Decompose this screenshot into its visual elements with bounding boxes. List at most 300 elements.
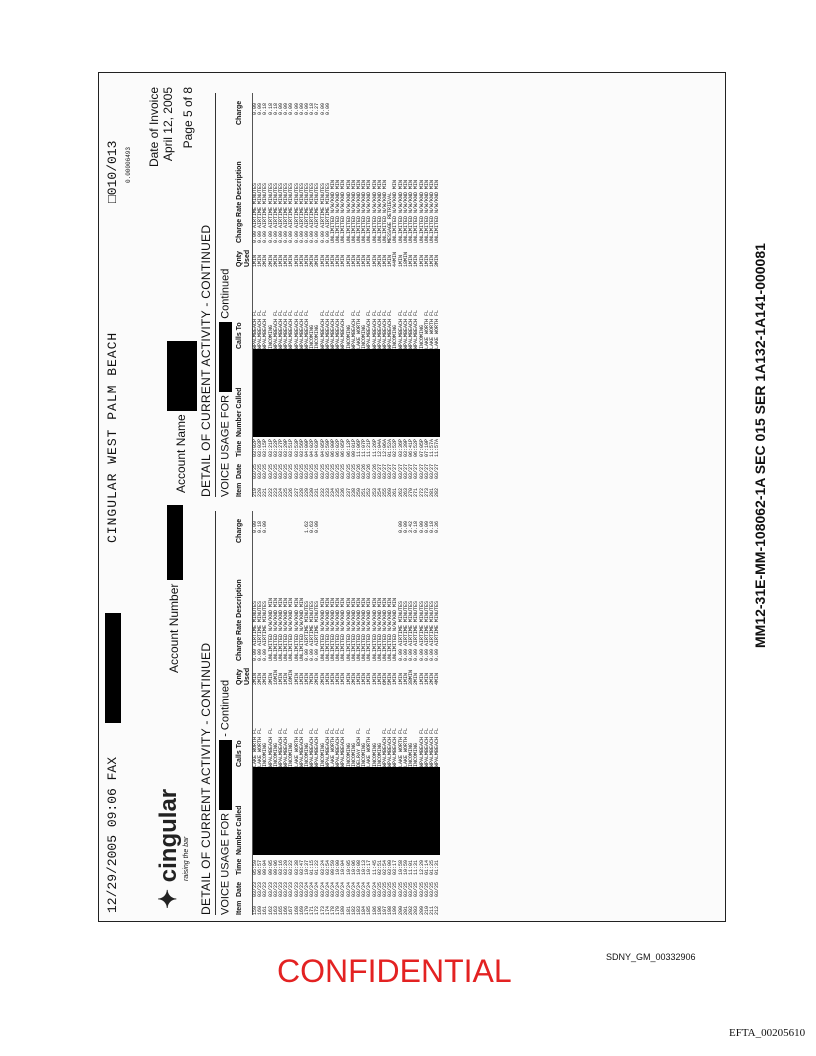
cell-item: 253 [371, 487, 378, 497]
cell-time: 03:02P [252, 438, 258, 457]
cell-item: 209 [418, 905, 425, 915]
cell-date: 03/25 [293, 463, 300, 479]
cell-item: 167 [288, 905, 295, 915]
cell-description: 0.09 AIRTIME MINUTES [304, 600, 311, 661]
cell-charge: 1.62 [304, 521, 311, 534]
cell-date: 03/24 [345, 881, 352, 897]
cell-description: UNLIMITED N/W/KND MIN [345, 597, 352, 661]
cell-item: 199 [392, 905, 399, 915]
column-header-calls-to: Calls To [236, 740, 243, 767]
cell-quantity: 1MIN [423, 254, 430, 267]
cell-quantity: 1MIN [366, 254, 373, 267]
cell-quantity: 1MIN [278, 254, 285, 267]
cell-description: 0.09 AIRTIME MINUTES [272, 182, 279, 243]
cell-description: 0.09 AIRTIME MINUTES [298, 182, 305, 243]
cell-date: 03/25 [397, 881, 404, 897]
cell-description: 0.09 AIRTIME MINUTES [262, 182, 269, 243]
cell-quantity: 1MIN [330, 254, 337, 267]
cell-quantity: 38MIN [408, 669, 415, 685]
cell-description: UNLIMITED N/W/KND MIN [376, 597, 383, 661]
cell-calls-to: INCOMING [272, 742, 279, 767]
cell-item: 197 [382, 905, 389, 915]
cell-charge: 0.18 [262, 103, 269, 116]
cell-time: 05:59P [324, 438, 331, 457]
cell-charge: 0.09 [314, 521, 321, 534]
cell-description: 0.09 AIRTIME MINUTES [413, 600, 420, 661]
cell-date: 03/24 [314, 881, 321, 897]
cell-calls-to: WPALMBEACH FL [340, 727, 347, 767]
cell-description: UNLIMITED N/W/KND MIN [434, 179, 441, 243]
cell-item: 261 [392, 487, 399, 497]
page-number: Page 5 of 8 [181, 87, 195, 149]
column-header-date: Date [236, 463, 243, 479]
cell-date: 03/25 [423, 881, 430, 897]
cell-charge: 0.09 [402, 521, 409, 534]
cell-quantity: 1MIN [366, 672, 373, 685]
cell-charge: 0.09 [283, 103, 290, 116]
cell-charge: 0.18 [428, 521, 435, 534]
cell-time: 04:02P [309, 438, 316, 457]
cell-time: 09:01P [350, 438, 357, 457]
cell-item: 231 [314, 487, 321, 497]
cell-item: 282 [434, 487, 441, 497]
cell-calls-to: WPALMBEACH FL [371, 309, 378, 349]
cell-time: 01:52A [387, 438, 394, 457]
cell-date: 03/25 [324, 463, 331, 479]
cell-date: 03/25 [382, 881, 389, 897]
cell-charge: 0.09 [319, 103, 326, 116]
cell-calls-to: WPALMBEACH FL [252, 309, 258, 349]
fax-stamp: 12/29/2005 09:06 FAX [105, 756, 120, 913]
cell-charge: 0.63 [309, 521, 316, 534]
cell-time: 01:14 [423, 859, 430, 875]
cell-calls-to: INCOMING [304, 742, 311, 767]
cell-time: 06:02P [335, 438, 342, 457]
cingular-logo: ✦ cingular raising the bar [155, 788, 190, 909]
cell-calls-to: WPALMBEACH FL [335, 309, 342, 349]
cell-quantity: 1MIN [298, 254, 305, 267]
cell-item: 235 [335, 487, 342, 497]
cell-date: 03/23 [288, 881, 295, 897]
cell-item: 238 [350, 487, 357, 497]
cell-time: 10:37 [304, 859, 311, 875]
cell-time: 01:15 [309, 859, 316, 875]
cell-item: 232 [319, 487, 326, 497]
cell-calls-to: WPALMBEACH FL [382, 727, 389, 767]
cell-date: 03/25 [335, 463, 342, 479]
column-header-charge: Charge [236, 518, 243, 543]
cell-time: 11:57A [434, 438, 441, 457]
cell-description: UNLIMITED N/W/KND MIN [324, 597, 331, 661]
cell-quantity: 2MIN [376, 254, 383, 267]
cell-quantity: 7MIN [309, 672, 316, 685]
cell-charge: 0.18 [257, 521, 264, 534]
cell-date: 03/25 [309, 463, 316, 479]
cell-time: 03:22P [272, 438, 279, 457]
cell-quantity: 2MIN [314, 672, 321, 685]
cell-description: UNLIMITED N/W/KND MIN [366, 597, 373, 661]
cell-quantity: 1MIN [257, 254, 264, 267]
cell-item: 169 [298, 905, 305, 915]
cell-item: 234 [330, 487, 337, 497]
cell-description: 0.09 AIRTIME MINUTES [309, 600, 316, 661]
cell-time: 05:59 [252, 859, 258, 875]
cell-time: 06:05P [340, 438, 347, 457]
cell-calls-to: WPALMBEACH FL [293, 309, 300, 349]
cell-calls-to: WPALMBEACH FL [262, 309, 269, 349]
redaction-bar [219, 322, 232, 392]
cell-item: 180 [340, 905, 347, 915]
cell-date: 03/25 [252, 463, 258, 479]
cell-date: 03/24 [356, 881, 363, 897]
cell-calls-to: LAKE WORTH FL [293, 727, 300, 767]
cell-calls-to: INCOMING [262, 742, 269, 767]
cell-time: 06:12P [345, 438, 352, 457]
cell-charge: 0.09 [252, 103, 258, 116]
redaction-bar [167, 341, 197, 411]
cell-description: 0.09 AIRTIME MINUTES [408, 600, 415, 661]
cell-description: 0.09 AIRTIME MINUTES [314, 182, 321, 243]
right-detail-panel [199, 93, 719, 497]
cell-date: 03/27 [376, 463, 383, 479]
cell-time: 03:29P [283, 438, 290, 457]
cell-time: 03:27P [278, 438, 285, 457]
cell-description: 0.09 AIRTIME MINUTES [252, 600, 258, 661]
cell-time: 03:00 [387, 859, 394, 875]
cell-date: 03/27 [418, 463, 425, 479]
cell-date: 03/25 [257, 463, 264, 479]
cell-date: 03/24 [330, 881, 337, 897]
cell-description: UNLIMITED N/W/KND MIN [408, 179, 415, 243]
cell-calls-to: WPALMBEACH FL [309, 727, 316, 767]
cell-time: 10:17 [366, 859, 373, 875]
cell-quantity: 2MIN [319, 672, 326, 685]
column-header-description: Charge Rate Description [236, 161, 243, 243]
cell-quantity: 1MIN [340, 254, 347, 267]
cell-time: 03:53P [293, 438, 300, 457]
cell-calls-to: WPALMBEACH FL [257, 309, 264, 349]
cell-quantity: 2MIN [413, 672, 420, 685]
cell-charge: 0.09 [288, 103, 295, 116]
cell-description: 0.09 AIRTIME MINUTES [402, 600, 409, 661]
cell-item: 260 [387, 487, 394, 497]
cell-date: 03/24 [366, 881, 373, 897]
cell-time: 09:06 [272, 859, 279, 875]
cell-calls-to: INCOMING [361, 742, 368, 767]
cell-calls-to: WPALMBEACH FL [304, 309, 311, 349]
cell-time: 04:03P [314, 438, 321, 457]
cell-calls-to: WPALMBEACH FL [335, 727, 342, 767]
cell-time: 03:38 [293, 859, 300, 875]
cell-date: 03/23 [272, 881, 279, 897]
cell-time: 03:16 [278, 859, 285, 875]
cell-description: UNLIMITED N/W/KND MIN [356, 179, 363, 243]
cell-quantity: 1MIN [298, 672, 305, 685]
cell-date: 03/25 [262, 463, 269, 479]
cell-description: UNLIMITED N/W/KND MIN [356, 597, 363, 661]
cell-description: UNLIMITED N/W/KND MIN [340, 179, 347, 243]
cell-charge: 0.36 [434, 521, 441, 534]
cell-quantity: 1MIN [283, 254, 290, 267]
cell-time: 03:03P [257, 438, 264, 457]
cell-date: 03/25 [319, 463, 326, 479]
scanned-invoice [98, 72, 726, 922]
cell-description: 0.09 AIRTIME MINUTES [257, 600, 264, 661]
cell-calls-to: WPALMBEACH FL [340, 309, 347, 349]
account-name: Account Name [167, 341, 197, 493]
cell-calls-to: WPALMBEACH FL [413, 309, 420, 349]
cell-calls-to: INCOMING [392, 324, 399, 349]
redacted-number [435, 349, 440, 437]
cell-date: 03/24 [371, 881, 378, 897]
cell-description: 0.09 AIRTIME MINUTES [304, 182, 311, 243]
cell-quantity: 1MIN [324, 254, 331, 267]
cell-time: 03:15P [262, 438, 269, 457]
cell-date: 03/27 [423, 463, 430, 479]
column-header-quantity: Qnty Used [236, 249, 251, 267]
cell-quantity: 1MIN [371, 672, 378, 685]
fax-company: CINGULAR WEST PALM BEACH [105, 331, 120, 543]
cell-calls-to: WPALMBEACH FL [278, 727, 285, 767]
cell-calls-to: LAKE WORTH FL [257, 727, 264, 767]
cell-quantity: 1MIN [397, 672, 404, 685]
cell-calls-to: WPALMBEACH FL [324, 727, 331, 767]
cell-description: 0.09 AIRTIME MINUTES [397, 600, 404, 661]
cell-description: UNLIMITED N/W/KND MIN [330, 597, 337, 661]
cell-item: 182 [350, 905, 357, 915]
cell-time: 03:54 [324, 859, 331, 875]
cell-time: 01:31 [434, 859, 441, 875]
cell-quantity: 2MIN [262, 254, 269, 267]
cell-item: 173 [319, 905, 326, 915]
cell-calls-to: LAKE WORTH FL [356, 309, 363, 349]
cell-item: 221 [262, 487, 269, 497]
cell-description: 0.09 AIRTIME MINUTES [288, 182, 295, 243]
cell-item: 174 [324, 905, 331, 915]
cell-calls-to: INCOMING [345, 742, 352, 767]
cell-description: UNLIMITED N/W/KND MIN [387, 597, 394, 661]
cell-quantity: 16MIN [288, 669, 295, 685]
left-detail-panel [199, 511, 719, 915]
cell-description: UNLIMITED N/W/KND MIN [340, 597, 347, 661]
cell-time: 12:29 [418, 859, 425, 875]
cell-calls-to: INCOMING [309, 324, 316, 349]
cell-quantity: 1MIN [361, 254, 368, 267]
cell-item: 223 [272, 487, 279, 497]
cell-description: 0.09 AIRTIME MINUTES [428, 600, 435, 661]
cell-quantity: 2MIN [428, 672, 435, 685]
cell-charge: 0.09 [397, 521, 404, 534]
cell-item: 168 [293, 905, 300, 915]
cell-time: 03:21P [267, 438, 274, 457]
cell-item: 220 [257, 487, 264, 497]
cell-item: 270 [408, 487, 415, 497]
cell-item: 251 [361, 487, 368, 497]
cell-description: UNLIMITED N/W/KND MIN [392, 597, 399, 661]
cell-calls-to: WPALMBEACH FL [402, 309, 409, 349]
cell-quantity: 1MIN [376, 672, 383, 685]
cell-calls-to: WPALMBEACH FL [397, 309, 404, 349]
cell-description: UNLIMITED N/W/KND MIN [423, 179, 430, 243]
cell-charge: 0.09 [278, 103, 285, 116]
cell-charge: 3.42 [408, 521, 415, 534]
cell-quantity: 16MIN [272, 669, 279, 685]
cell-quantity: 2MIN [257, 672, 264, 685]
cell-item: 229 [304, 487, 311, 497]
cell-quantity: 1MIN [304, 254, 311, 267]
cell-quantity: 2MIN [350, 672, 357, 685]
cell-charge: 0.09 [418, 521, 425, 534]
cell-quantity: 1MIN [288, 254, 295, 267]
cell-time: 06:00P [330, 438, 337, 457]
cell-quantity: 1MIN [356, 672, 363, 685]
cell-quantity: 1MIN [330, 672, 337, 685]
cell-item: 224 [278, 487, 285, 497]
cell-calls-to: WPALMBEACH FL [428, 727, 435, 767]
cell-quantity: 2MIN [252, 672, 258, 685]
cell-calls-to: LAKE WORTH FL [428, 309, 435, 349]
cell-description: UNLIMITED N/W/KND MIN [371, 597, 378, 661]
cell-time: 03:39P [402, 438, 409, 457]
cell-time: 10:58 [397, 859, 404, 875]
cell-charge: 0.18 [272, 103, 279, 116]
fax-header [99, 73, 139, 923]
cell-quantity: 1MIN [387, 254, 394, 267]
cell-item: 181 [345, 905, 352, 915]
cell-item: 203 [413, 905, 420, 915]
cell-description: UNLIMITED N/W/KND MIN [428, 179, 435, 243]
cell-charge: 0.18 [267, 103, 274, 116]
cell-date: 03/25 [314, 463, 321, 479]
cell-time: 07:10P [423, 438, 430, 457]
cell-time: 10:04 [340, 859, 347, 875]
cell-quantity: 2MIN [262, 672, 269, 685]
cell-quantity: 1MIN [324, 672, 331, 685]
cell-description: 0.09 AIRTIME MINUTES [257, 182, 264, 243]
cell-item: 171 [309, 905, 316, 915]
cell-date: 03/25 [267, 463, 274, 479]
cell-date: 03/25 [283, 463, 290, 479]
cell-date: 03/27 [434, 463, 441, 479]
cell-calls-to: WPALMBEACH FL [376, 309, 383, 349]
cell-calls-to: INCOMING [288, 742, 295, 767]
cell-calls-to: LAKE WORTH FL [330, 727, 337, 767]
cell-calls-to: INCOMING [314, 324, 321, 349]
cell-item: 172 [314, 905, 321, 915]
cell-date: 03/25 [298, 463, 305, 479]
cell-calls-to: WPALMBEACH FL [288, 309, 295, 349]
cell-time: 01:22 [314, 859, 321, 875]
cell-description: 0.09 AIRTIME MINUTES [434, 600, 441, 661]
cell-calls-to: INCOMING [350, 742, 357, 767]
cell-time: 02:52P [392, 438, 399, 457]
cell-time: 04:05P [319, 438, 326, 457]
column-header-time: Time [236, 858, 243, 875]
cell-date: 03/25 [350, 463, 357, 479]
cell-date: 03/25 [413, 881, 420, 897]
cell-date: 03/27 [387, 463, 394, 479]
cell-calls-to: WPALMBEACH FL [387, 309, 394, 349]
cell-calls-to: INCOMING [267, 324, 274, 349]
cell-item: 226 [288, 487, 295, 497]
cell-time: 12:04A [376, 438, 383, 457]
cell-date: 03/25 [340, 463, 347, 479]
usage-table [253, 93, 440, 497]
table-header [236, 511, 253, 915]
cell-time: 11:26P [371, 438, 378, 457]
cell-description: 0.09 AIRTIME MINUTES [283, 182, 290, 243]
cell-item: 200 [397, 905, 404, 915]
cell-date: 03/25 [345, 463, 352, 479]
cell-description: UNLIMITED N/W/KND MIN [402, 179, 409, 243]
column-header-time: Time [236, 440, 243, 457]
cell-description: UNLIMITED N/W/KND MIN [366, 179, 373, 243]
cell-date: 03/23 [278, 881, 285, 897]
cell-item: 227 [293, 487, 300, 497]
cell-time: 02:54 [382, 859, 389, 875]
cell-item: 222 [267, 487, 274, 497]
cell-date: 03/23 [267, 881, 274, 897]
cell-quantity: 1MIN [345, 254, 352, 267]
column-header-quantity: Qnty Used [236, 667, 251, 685]
cell-description: 0.09 AIRTIME MINUTES [267, 182, 274, 243]
cell-calls-to: WPALMBEACH FL [283, 727, 290, 767]
cell-item: 219 [252, 487, 258, 497]
redaction-bar [167, 505, 183, 580]
cell-calls-to: WPALMBEACH FL [418, 727, 425, 767]
cell-item: 166 [283, 905, 290, 915]
cell-time: 10:08 [356, 859, 363, 875]
cell-charge: 0.18 [413, 521, 420, 534]
column-header-calls-to: Calls To [236, 322, 243, 349]
cell-time: 11:57A [428, 438, 435, 457]
cell-quantity: 1MIN [418, 254, 425, 267]
cell-calls-to: INCOMING [319, 742, 326, 767]
cell-quantity: 2MIN [309, 254, 316, 267]
cell-calls-to: LAKE WORTH FL [434, 309, 441, 349]
logo-mark: ✦ [155, 882, 182, 909]
cell-item: 273 [423, 487, 430, 497]
cell-calls-to: DELRAY BCH FL [356, 727, 363, 767]
cell-date: 03/27 [397, 463, 404, 479]
cell-date: 03/23 [283, 881, 290, 897]
cell-calls-to: LAKE WORTH FL [366, 727, 373, 767]
cell-quantity: 1MIN [335, 672, 342, 685]
cell-description: 0.09 AIRTIME MINUTES [324, 182, 331, 243]
cell-description: UNLIMITED N/W/KND MIN [382, 597, 389, 661]
cell-date: 03/25 [418, 881, 425, 897]
cell-date: 03/24 [324, 881, 331, 897]
cell-time: 09:05 [267, 859, 274, 875]
cell-quantity: 1MIN [345, 672, 352, 685]
cell-calls-to: INCOMING [413, 742, 420, 767]
table-header [236, 93, 253, 497]
voice-usage-heading: VOICE USAGE FOR Continued [219, 268, 232, 497]
cell-quantity: 1MIN [293, 672, 300, 685]
cell-quantity: 1MIN [418, 672, 425, 685]
cell-item: 230 [309, 487, 316, 497]
cell-date: 03/26 [356, 463, 363, 479]
cell-description: 0.09 AIRTIME MINUTES [314, 600, 321, 661]
cell-quantity: 1MIN [335, 254, 342, 267]
cell-quantity: 44MIN [392, 251, 399, 267]
efta-number: EFTA_00205610 [729, 1027, 806, 1039]
cell-description: UNLIMITED N/W/KND MIN [298, 597, 305, 661]
cell-date: 03/25 [392, 881, 399, 897]
cell-charge: 0.18 [309, 103, 316, 116]
cell-time: 09:59 [330, 859, 337, 875]
cell-quantity: 2MIN [272, 254, 279, 267]
